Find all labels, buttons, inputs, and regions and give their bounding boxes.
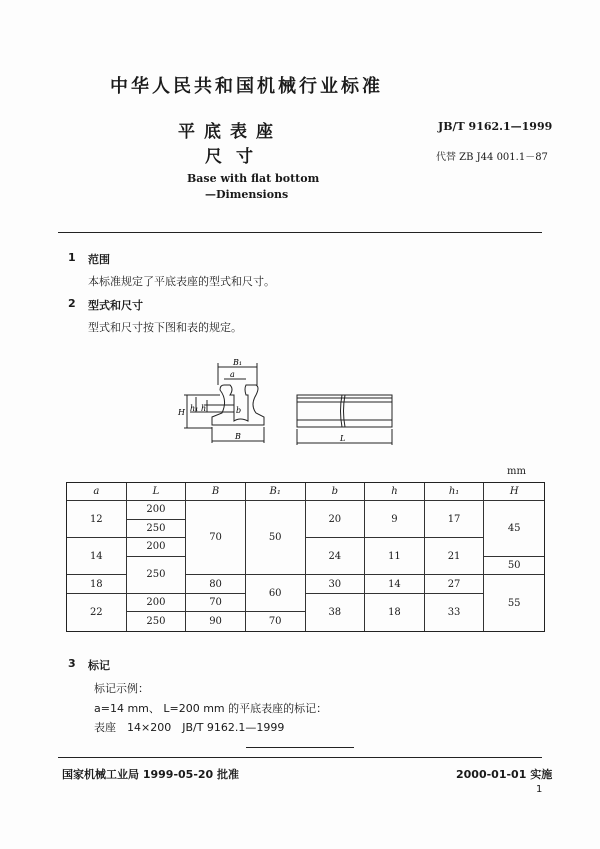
label-h: h xyxy=(201,404,207,413)
label-H: H xyxy=(178,408,185,417)
replaces-note: 代替 ZB J44 001.1－87 xyxy=(436,152,548,163)
header-a: a xyxy=(67,483,127,501)
cell-H: 55 xyxy=(507,597,521,609)
header-rule xyxy=(58,232,542,233)
example-description: a=14 mm、 L=200 mm 的平底表座的标记： xyxy=(94,702,328,715)
cell-b: 24 xyxy=(306,538,366,575)
label-b: b xyxy=(236,406,242,415)
example-marking: 表座 14×200 JB/T 9162.1—1999 xyxy=(94,721,285,734)
dimension-table xyxy=(66,482,545,632)
header-h1: h₁ xyxy=(425,483,485,501)
cell-h: 14 xyxy=(365,575,425,594)
standard-title: 中华人民共和国机械行业标准 xyxy=(110,76,383,97)
cell-b: 20 xyxy=(306,501,366,538)
cell-L: 250 xyxy=(127,557,187,594)
cell-h: 18 xyxy=(365,594,425,631)
label-B1: B₁ xyxy=(233,358,243,367)
label-B: B xyxy=(235,432,241,441)
cell-h1: 17 xyxy=(425,501,485,538)
header-B1: B₁ xyxy=(246,483,306,501)
base-drawing xyxy=(160,355,410,450)
cell-L: 200 xyxy=(127,538,187,557)
cell-B: 70 xyxy=(186,594,246,613)
section-1-number: 1 xyxy=(68,251,76,264)
section-3-number: 3 xyxy=(68,657,76,670)
cell-B1: 50 xyxy=(246,501,306,575)
cell-a: 22 xyxy=(67,594,127,631)
title-en-line2: —Dimensions xyxy=(205,188,289,201)
cell-L: 200 xyxy=(127,501,187,520)
cell-B: 80 xyxy=(186,575,246,594)
cell-h1: 27 xyxy=(425,575,485,594)
label-h1: h₁ xyxy=(190,404,199,413)
cell-L: 250 xyxy=(127,520,187,539)
cell-h1: 33 xyxy=(425,594,485,631)
cell-H: 45 xyxy=(484,501,544,557)
header-B: B xyxy=(186,483,246,501)
section-1-heading: 范围 xyxy=(88,253,110,266)
section-2-heading: 型式和尺寸 xyxy=(88,299,143,312)
cell-L: 250 xyxy=(127,612,187,631)
cell-h1: 21 xyxy=(425,538,485,575)
page-number: 1 xyxy=(536,784,543,795)
issuer-approval: 国家机械工业局 1999-05-20 批准 xyxy=(62,768,240,781)
section-1-text: 本标准规定了平底表座的型式和尺寸。 xyxy=(88,275,275,288)
section-3-heading: 标记 xyxy=(88,659,110,672)
cell-b: 30 xyxy=(306,575,366,594)
title-en-line1: Base with flat bottom xyxy=(187,172,320,185)
footer-rule xyxy=(58,757,542,758)
cell-a: 12 xyxy=(67,501,127,538)
unit-label: mm xyxy=(507,466,526,477)
cell-h: 9 xyxy=(365,501,425,538)
cell-B1: 70 xyxy=(246,612,306,631)
cell-B: 70 xyxy=(186,501,246,575)
cell-H: 50 xyxy=(484,557,544,576)
title-zh-line1: 平底表座 xyxy=(178,122,282,142)
header-H: H xyxy=(484,483,544,501)
header-L: L xyxy=(127,483,187,501)
standard-code: JB/T 9162.1—1999 xyxy=(438,120,553,133)
cell-b: 38 xyxy=(306,594,366,631)
cell-B1: 60 xyxy=(246,575,306,612)
end-rule xyxy=(246,747,354,748)
section-2-number: 2 xyxy=(68,297,76,310)
title-zh-line2: 尺寸 xyxy=(205,147,267,167)
section-2-text: 型式和尺寸按下图和表的规定。 xyxy=(88,321,242,334)
effective-date: 2000-01-01 实施 xyxy=(456,768,553,781)
cell-L: 200 xyxy=(127,594,187,613)
cell-a: 18 xyxy=(67,575,127,594)
label-L: L xyxy=(340,434,346,443)
cell-a: 14 xyxy=(67,538,127,575)
label-a: a xyxy=(230,370,235,379)
header-b: b xyxy=(306,483,366,501)
header-h: h xyxy=(365,483,425,501)
cell-h: 11 xyxy=(365,538,425,575)
cell-B: 90 xyxy=(186,612,246,631)
example-label: 标记示例： xyxy=(94,682,149,695)
